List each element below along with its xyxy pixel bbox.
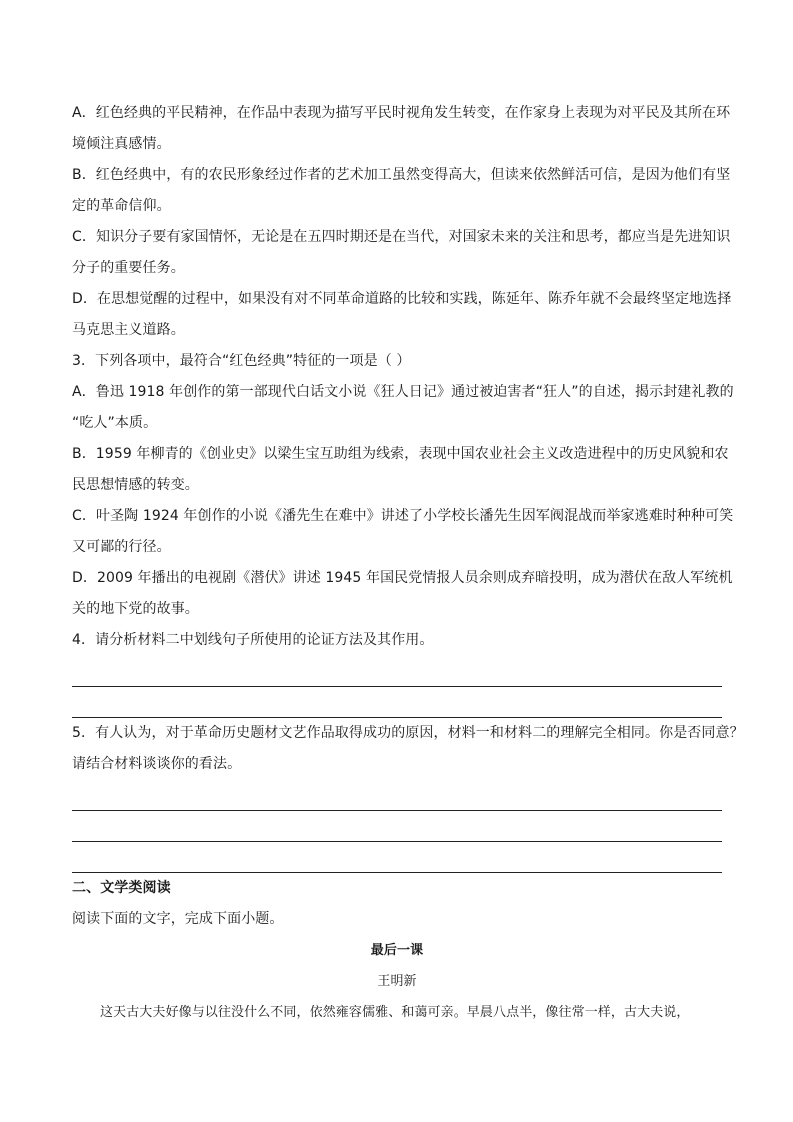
q2-option-a-line2: 境倾注真感情。 xyxy=(72,136,171,152)
q3-option-d-line2: 关的地下党的故事。 xyxy=(72,601,199,617)
q2-option-c xyxy=(72,222,731,284)
q2-option-c-line1: C．知识分子要有家国情怀，无论是在五四时期还是在当代，对国家未来的关注和思考，都应当是先进知识 xyxy=(72,229,731,245)
q2-option-d xyxy=(72,284,732,346)
q3-option-b xyxy=(72,439,729,501)
q3-option-b-line2: 民思想情感的转变。 xyxy=(72,477,199,493)
q5-answer-line-3[interactable] xyxy=(72,842,722,873)
q2-option-c-line2: 分子的重要任务。 xyxy=(72,260,185,276)
q2-option-a-line1: A．红色经典的平民精神，在作品中表现为描写平民时视角发生转变，在作家身上表现为对平民及其所在环 xyxy=(72,105,731,121)
q4-stem: 4．请分析材料二中划线句子所使用的论证方法及其作用。 xyxy=(72,632,434,648)
article-first-line: 这天古大夫好像与以往没什么不同，依然雍容儒雅、和蔼可亲。早晨八点半，像往常一样，古大夫说， xyxy=(100,1005,690,1020)
q2-option-d-line1: D．在思想觉醒的过程中，如果没有对不同革命道路的比较和实践，陈延年、陈乔年就不会最终坚定地选择 xyxy=(72,291,732,307)
q5-answer-line-2[interactable] xyxy=(72,811,722,842)
q2-option-b-line1: B．红色经典中，有的农民形象经过作者的艺术加工虽然变得高大，但读来依然鲜活可信，是因为他们有坚 xyxy=(72,167,731,183)
q3-option-b-line1: B．1959 年柳青的《创业史》以梁生宝互助组为线索，表现中国农业社会主义改造进程中的历史风貌和农 xyxy=(72,446,729,462)
q3-option-c-line2: 又可鄙的行径。 xyxy=(72,539,171,555)
q3-option-c-line1: C．叶圣陶 1924 年创作的小说《潘先生在难中》讲述了小学校长潘先生因军阀混战而举家逃难时种种可笑 xyxy=(72,508,734,524)
q4-answer-line-2[interactable] xyxy=(72,687,722,718)
q5-stem-line2: 请结合材料谈谈你的看法。 xyxy=(72,756,242,772)
article-author: 王明新 xyxy=(377,974,417,989)
q3-option-a-line2: “吃人”本质。 xyxy=(72,415,158,431)
section-title: 二、文学类阅读 xyxy=(72,880,171,896)
section-instruction: 阅读下面的文字，完成下面小题。 xyxy=(72,911,284,927)
q3-option-c xyxy=(72,501,734,563)
document-page xyxy=(72,98,744,1028)
q3-option-d xyxy=(72,563,733,625)
q5-answer-line-1[interactable] xyxy=(72,780,722,811)
q3-option-a-line1: A．鲁迅 1918 年创作的第一部现代白话文小说《狂人日记》通过被迫害者“狂人”的自述，揭示封建礼教的 xyxy=(72,384,734,400)
q2-option-b xyxy=(72,160,731,222)
q2-option-d-line2: 马克思主义道路。 xyxy=(72,322,185,338)
q3-option-a xyxy=(72,377,734,439)
q2-option-b-line2: 定的革命信仰。 xyxy=(72,198,171,214)
q2-option-a xyxy=(72,98,731,160)
q3-option-d-line1: D．2009 年播出的电视剧《潜伏》讲述 1945 年国民党情报人员余则成弃暗投明，成为潜伏在敌人军统机 xyxy=(72,570,733,586)
q4-answer-line-1[interactable] xyxy=(72,656,722,687)
article-title: 最后一课 xyxy=(370,943,424,958)
q3-stem: 3．下列各项中，最符合“红色经典”特征的一项是（ ） xyxy=(72,353,411,369)
q5-stem-line1: 5．有人认为，对于革命历史题材文艺作品取得成功的原因，材料一和材料二的理解完全相同。你是否同意？ xyxy=(72,725,744,741)
